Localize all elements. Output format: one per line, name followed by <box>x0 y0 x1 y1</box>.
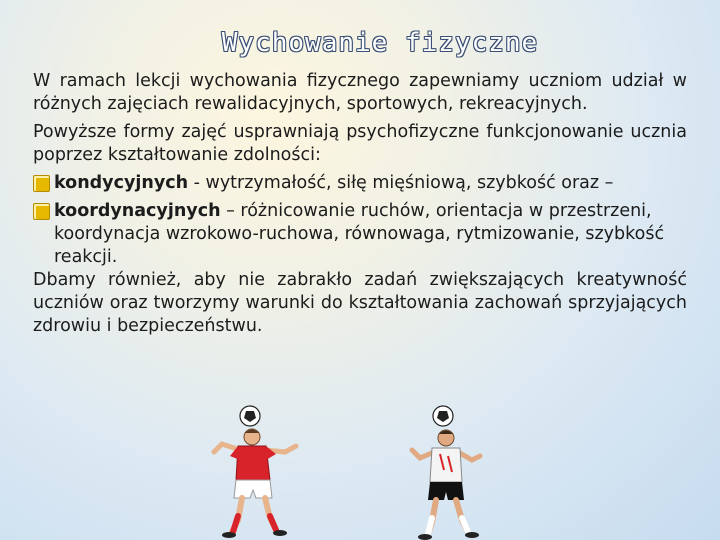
checkbox-bullet-icon <box>33 175 50 192</box>
football-player-white <box>412 406 480 540</box>
bullet-text <box>54 200 687 269</box>
bullet-text <box>54 172 687 195</box>
content-body <box>33 70 687 338</box>
bullet-item-kondycyjne <box>33 172 687 195</box>
football-ball-icon <box>433 406 453 426</box>
bullet-term: kondycyjnych <box>54 173 189 193</box>
football-player-red <box>214 406 296 538</box>
paragraph-intro: W ramach lekcji wychowania fizycznego zapewniamy uczniom udział w różnych zajęciach rewalidacyjnych, sportowych, rekreacyjnych. <box>33 71 687 114</box>
football-players-illustration <box>0 400 720 540</box>
paragraph-creativity: Dbamy również, aby nie zabrakło zadań zwiększających kreatywność uczniów oraz tworzymy warunki do kształtowania zachowań sprzyjających zdrowiu i bezpieczeństwu. <box>33 270 687 336</box>
bullet-item-koordynacyjne <box>33 200 687 269</box>
bullet-term: koordynacyjnych <box>54 201 221 221</box>
page-title: Wychowanie fizyczne <box>221 28 539 58</box>
bullet-description: - wytrzymałość, siłę mięśniową, szybkość oraz – <box>188 173 614 193</box>
football-ball-icon <box>240 406 260 426</box>
paragraph-abilities: Powyższe formy zajęć usprawniają psychofizyczne funkcjonowanie ucznia poprzez kształtowanie zdolności: <box>33 122 687 165</box>
checkbox-bullet-icon <box>33 203 50 220</box>
bullet-description: – różnicowanie ruchów, orientacja w przestrzeni, koordynacja wzrokowo-ruchowa, równowaga, rytmizowanie, szybkość reakcji. <box>54 201 665 267</box>
